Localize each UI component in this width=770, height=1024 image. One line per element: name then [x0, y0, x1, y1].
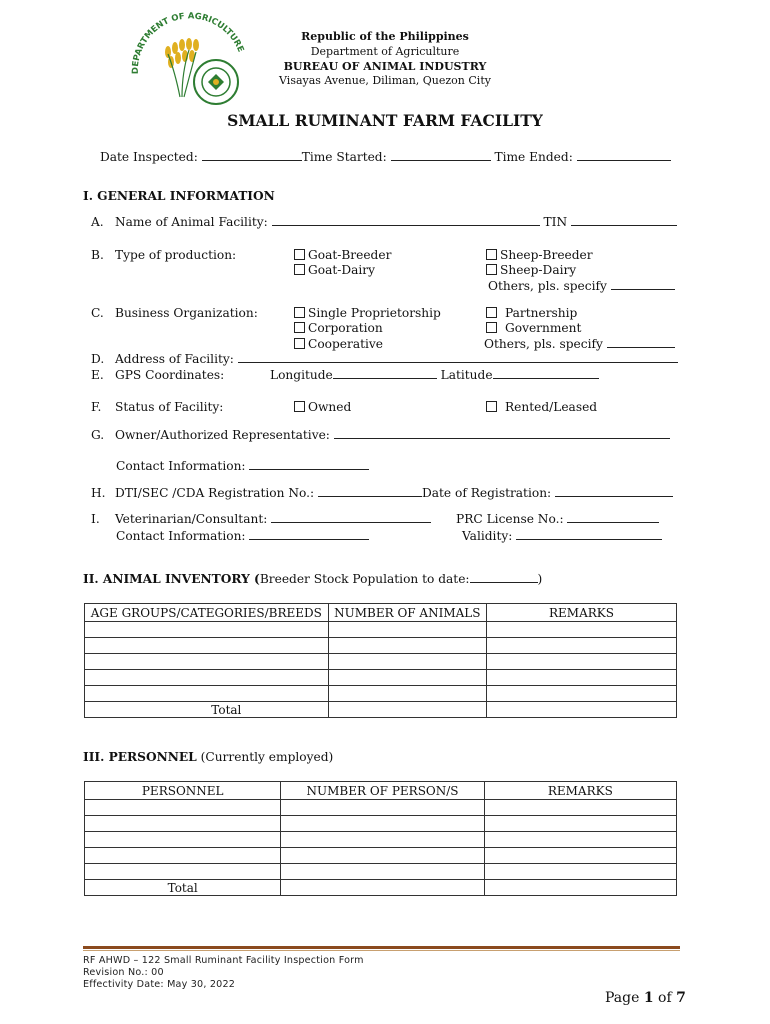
- organization-others-label: Others, pls. specify: [484, 337, 603, 351]
- table-row: [85, 654, 677, 670]
- corporation-checkbox[interactable]: [294, 322, 305, 333]
- personnel-heading-bold: III. PERSONNEL: [83, 750, 197, 764]
- table-row: [85, 864, 677, 880]
- registration-no-field[interactable]: [318, 486, 422, 497]
- gps-coordinates-label: GPS Coordinates:: [115, 368, 225, 382]
- animal-inventory-table: [84, 603, 677, 718]
- business-organization-label: Business Organization:: [115, 306, 258, 320]
- rented-leased-text: Rented/Leased: [505, 400, 598, 414]
- table-cell[interactable]: [85, 654, 329, 670]
- table-header-cell: REMARKS: [486, 604, 676, 622]
- rented-leased-option[interactable]: [486, 400, 597, 414]
- registration-date-label: Date of Registration:: [421, 486, 552, 500]
- single-proprietorship-option[interactable]: [294, 306, 441, 320]
- table-cell[interactable]: [484, 816, 676, 832]
- total-label: Total: [85, 702, 329, 718]
- partnership-option[interactable]: [486, 306, 577, 320]
- table-cell[interactable]: [328, 670, 486, 686]
- header-department: Department of Agriculture: [310, 45, 460, 58]
- total-remarks-cell[interactable]: [484, 880, 676, 896]
- validity-field[interactable]: [516, 529, 662, 540]
- time-ended-field[interactable]: [577, 150, 671, 161]
- animal-inventory-heading-rest: Breeder Stock Population to date:: [259, 572, 470, 586]
- item-letter-d: D.: [91, 352, 105, 366]
- table-cell[interactable]: [85, 686, 329, 702]
- total-label: Total: [85, 880, 281, 896]
- table-cell[interactable]: [486, 622, 676, 638]
- type-of-production-label: Type of production:: [115, 248, 237, 262]
- table-row: [85, 832, 677, 848]
- owner-representative-row: [115, 428, 670, 442]
- table-cell[interactable]: [85, 638, 329, 654]
- personnel-table: [84, 781, 677, 896]
- sheep-breeder-text: Sheep-Breeder: [500, 248, 593, 262]
- table-cell[interactable]: [486, 686, 676, 702]
- longitude-field[interactable]: [333, 368, 437, 379]
- latitude-label: Latitude: [440, 368, 493, 382]
- table-cell[interactable]: [85, 832, 281, 848]
- header-republic: Republic of the Philippines: [301, 30, 469, 43]
- table-cell[interactable]: [85, 816, 281, 832]
- item-letter-g: G.: [91, 428, 105, 442]
- table-cell[interactable]: [85, 622, 329, 638]
- facility-address-label: Address of Facility:: [115, 352, 234, 366]
- organization-others-row: [484, 337, 675, 351]
- table-row: [85, 686, 677, 702]
- corporation-text: Corporation: [308, 321, 383, 335]
- validity-label: Validity:: [462, 529, 513, 543]
- table-cell[interactable]: [484, 864, 676, 880]
- page-title: SMALL RUMINANT FARM FACILITY: [227, 111, 543, 130]
- cooperative-checkbox[interactable]: [294, 338, 305, 349]
- partnership-checkbox[interactable]: [486, 307, 497, 318]
- gps-row: [270, 368, 599, 382]
- item-letter-f: F.: [91, 400, 102, 414]
- owner-contact-field[interactable]: [249, 459, 369, 470]
- vet-contact-row: [116, 529, 369, 543]
- sheep-dairy-checkbox[interactable]: [486, 264, 497, 275]
- goat-dairy-checkbox[interactable]: [294, 264, 305, 275]
- animal-facility-name-label: Name of Animal Facility:: [115, 215, 268, 229]
- production-others-row: [488, 279, 675, 293]
- goat-breeder-text: Goat-Breeder: [308, 248, 392, 262]
- table-row: [85, 816, 677, 832]
- seal-text: DEPARTMENT OF AGRICULTURE: [130, 12, 246, 75]
- table-cell[interactable]: [281, 816, 484, 832]
- registration-date-field[interactable]: [555, 486, 673, 497]
- table-cell[interactable]: [484, 848, 676, 864]
- table-row: [85, 638, 677, 654]
- production-others-label: Others, pls. specify: [488, 279, 607, 293]
- owned-text: Owned: [308, 400, 352, 414]
- table-cell[interactable]: [328, 638, 486, 654]
- sheep-breeder-option[interactable]: [486, 248, 593, 262]
- table-cell[interactable]: [281, 832, 484, 848]
- header-address: Visayas Avenue, Diliman, Quezon City: [279, 74, 491, 87]
- table-cell[interactable]: [328, 686, 486, 702]
- page-current: 1: [643, 990, 654, 1006]
- prc-license-field[interactable]: [567, 512, 659, 523]
- item-letter-b: B.: [91, 248, 104, 262]
- latitude-field[interactable]: [493, 368, 599, 379]
- table-cell[interactable]: [486, 638, 676, 654]
- table-header-cell: NUMBER OF ANIMALS: [328, 604, 486, 622]
- veterinarian-field[interactable]: [271, 512, 431, 523]
- partnership-text: Partnership: [505, 306, 578, 320]
- item-letter-c: C.: [91, 306, 104, 320]
- table-header-cell: PERSONNEL: [85, 782, 281, 800]
- table-cell[interactable]: [85, 670, 329, 686]
- item-letter-h: H.: [91, 486, 106, 500]
- animal-inventory-heading: [83, 572, 542, 586]
- total-animals-cell[interactable]: [328, 702, 486, 718]
- owned-checkbox[interactable]: [294, 401, 305, 412]
- footer-rule-bottom: [83, 950, 680, 951]
- sheep-dairy-text: Sheep-Dairy: [500, 263, 577, 277]
- table-cell[interactable]: [484, 832, 676, 848]
- vet-contact-field[interactable]: [249, 529, 369, 540]
- sheep-dairy-option[interactable]: [486, 263, 576, 277]
- table-header-cell: NUMBER OF PERSON/S: [281, 782, 484, 800]
- time-ended-label: Time Ended:: [494, 150, 573, 164]
- prc-license-label: PRC License No.:: [456, 512, 564, 526]
- footer-rule-top: [83, 946, 680, 949]
- rented-leased-checkbox[interactable]: [486, 401, 497, 412]
- table-row: [85, 848, 677, 864]
- goat-dairy-option[interactable]: [294, 263, 375, 277]
- government-checkbox[interactable]: [486, 322, 497, 333]
- production-others-field[interactable]: [611, 279, 675, 290]
- table-header-cell: AGE GROUPS/CATEGORIES/BREEDS: [85, 604, 329, 622]
- vet-contact-label: Contact Information:: [116, 529, 246, 543]
- table-cell[interactable]: [486, 654, 676, 670]
- animal-inventory-heading-bold: II. ANIMAL INVENTORY (: [83, 572, 260, 586]
- animal-inventory-heading-close: ): [537, 572, 543, 586]
- corporation-option[interactable]: [294, 321, 383, 335]
- tin-field[interactable]: [571, 215, 677, 226]
- personnel-heading-rest: (Currently employed): [200, 750, 334, 764]
- owner-contact-row: [116, 459, 369, 473]
- item-letter-e: E.: [91, 368, 104, 382]
- page-total: 7: [676, 990, 686, 1006]
- item-letter-a: A.: [91, 215, 104, 229]
- table-cell[interactable]: [486, 670, 676, 686]
- footer-revision: Revision No.: 00: [83, 967, 164, 978]
- date-inspected-field[interactable]: [202, 150, 302, 161]
- owner-contact-label: Contact Information:: [116, 459, 246, 473]
- personnel-heading: [83, 750, 333, 764]
- longitude-label: Longitude: [270, 368, 333, 382]
- goat-breeder-option[interactable]: [294, 248, 391, 262]
- table-cell[interactable]: [281, 800, 484, 816]
- animal-facility-name-field[interactable]: [272, 215, 540, 226]
- table-cell[interactable]: [281, 848, 484, 864]
- table-cell[interactable]: [85, 800, 281, 816]
- table-row: [85, 800, 677, 816]
- footer-form-name: RF AHWD – 122 Small Ruminant Facility Inspection Form: [83, 955, 364, 966]
- government-option[interactable]: [486, 321, 581, 335]
- facility-address-row: [115, 352, 678, 366]
- registration-no-label: DTI/SEC /CDA Registration No.:: [115, 486, 315, 500]
- facility-address-field[interactable]: [238, 352, 678, 363]
- table-cell[interactable]: [484, 800, 676, 816]
- time-started-label: Time Started:: [301, 150, 387, 164]
- goat-dairy-text: Goat-Dairy: [308, 263, 376, 277]
- single-proprietorship-checkbox[interactable]: [294, 307, 305, 318]
- total-row: [85, 702, 677, 718]
- government-text: Government: [505, 321, 582, 335]
- animal-facility-name-row: [115, 215, 677, 229]
- validity-row: [462, 529, 662, 543]
- owned-option[interactable]: [294, 400, 351, 414]
- status-of-facility-label: Status of Facility:: [115, 400, 224, 414]
- of-word: of: [658, 990, 672, 1006]
- total-remarks-cell[interactable]: [486, 702, 676, 718]
- item-letter-i: I.: [91, 512, 100, 526]
- table-cell[interactable]: [85, 864, 281, 880]
- total-persons-cell[interactable]: [281, 880, 484, 896]
- cooperative-option[interactable]: [294, 337, 383, 351]
- page-number: [605, 990, 686, 1006]
- table-row: [85, 622, 677, 638]
- table-row: [85, 670, 677, 686]
- table-cell[interactable]: [281, 864, 484, 880]
- section-general-information-heading: I. GENERAL INFORMATION: [83, 189, 275, 203]
- veterinarian-label: Veterinarian/Consultant:: [115, 512, 268, 526]
- header-bureau: BUREAU OF ANIMAL INDUSTRY: [283, 60, 487, 73]
- goat-breeder-checkbox[interactable]: [294, 249, 305, 260]
- table-header-cell: REMARKS: [484, 782, 676, 800]
- table-cell[interactable]: [328, 654, 486, 670]
- table-cell[interactable]: [328, 622, 486, 638]
- total-row: [85, 880, 677, 896]
- single-proprietorship-text: Single Proprietorship: [308, 306, 441, 320]
- page-word: Page: [605, 990, 640, 1006]
- owner-representative-field[interactable]: [334, 428, 670, 439]
- owner-representative-label: Owner/Authorized Representative:: [115, 428, 330, 442]
- cooperative-text: Cooperative: [308, 337, 383, 351]
- inspection-row: [100, 150, 671, 164]
- veterinarian-row: [115, 512, 431, 526]
- table-cell[interactable]: [85, 848, 281, 864]
- organization-others-field[interactable]: [607, 337, 675, 348]
- registration-row: [115, 486, 673, 500]
- time-started-field[interactable]: [391, 150, 491, 161]
- footer-effectivity: Effectivity Date: May 30, 2022: [83, 979, 236, 990]
- tin-label: TIN: [543, 215, 568, 229]
- date-inspected-label: Date Inspected:: [100, 150, 198, 164]
- population-date-field[interactable]: [470, 572, 538, 583]
- sheep-breeder-checkbox[interactable]: [486, 249, 497, 260]
- prc-license-row: [456, 512, 659, 526]
